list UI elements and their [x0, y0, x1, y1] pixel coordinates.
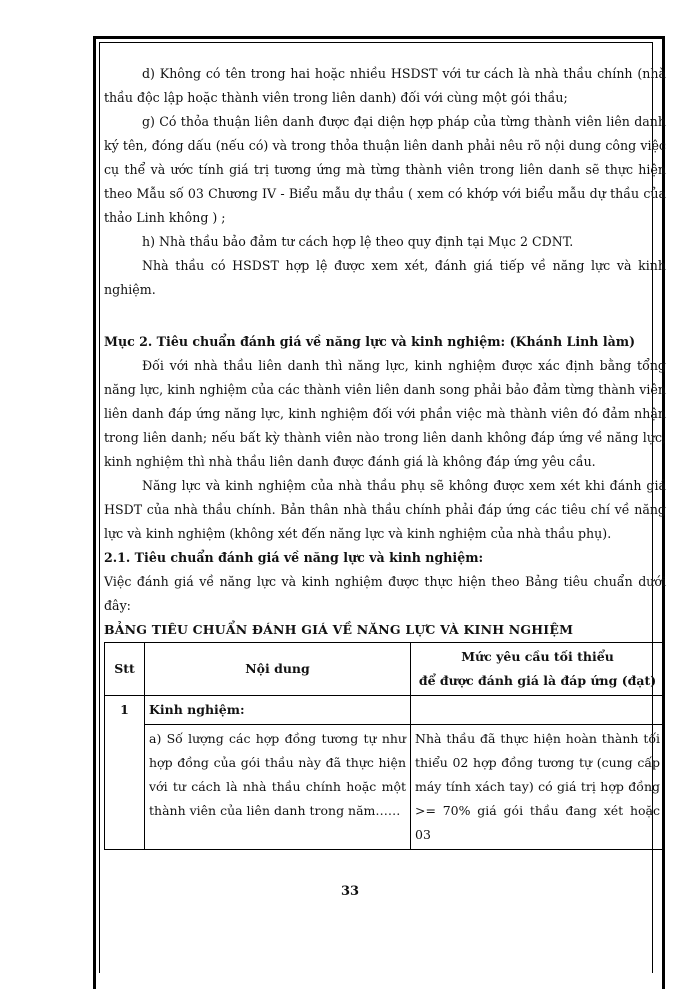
eligibility-conclusion: Nhà thầu có HSDST hợp lệ được xem xét, đánh giá tiếp về năng lực và kinh nghiệm.: [104, 258, 666, 297]
item-g: g) Có thỏa thuận liên danh được đại diện hợp pháp của từng thành viên liên danh ký tên, đóng dấu (nếu có) và trong thỏa thuận liên danh phải nêu rõ nội dung công việc cụ thể và ước tính giá trị tương ứng mà từng thành viên trong liên danh sẽ thực hiện theo Mẫu số 03 Chương IV - Biểu mẫu dự thầu ( xem có khớp với biểu mẫu dự thầu của thảo Linh không ) ;: [104, 114, 666, 225]
item-d: d) Không có tên trong hai hoặc nhiều HSDST với tư cách là nhà thầu chính (nhà thầu độc lập hoặc thành viên trong liên danh) đối với cùng một gói thầu;: [104, 66, 666, 105]
document-body: [104, 62, 666, 850]
header-stt: Stt: [105, 643, 145, 696]
header-requirement-line1: Mức yêu cầu tối thiểu: [461, 649, 614, 664]
header-content: Nội dung: [145, 643, 411, 696]
row-experience-empty: [411, 696, 665, 725]
row-a-requirement: Nhà thầu đã thực hiện hoàn thành tối thiểu 02 hợp đồng tương tự (cung cấp máy tính xách tay) có giá trị hợp đồng >= 70% giá gói thầu đang xét hoặc 03: [411, 725, 665, 850]
table-title: BẢNG TIÊU CHUẨN ĐÁNH GIÁ VỀ NĂNG LỰC VÀ KINH NGHIỆM: [104, 622, 574, 637]
joint-venture-paragraph: Đối với nhà thầu liên danh thì năng lực, kinh nghiệm được xác định bằng tổng năng lực, kinh nghiệm của các thành viên liên danh song phải bảo đảm từng thành viên liên danh đáp ứng năng lực, kinh nghiệm đối với phần việc mà thành viên đó đảm nhận trong liên danh; nếu bất kỳ thành viên nào trong liên danh không đáp ứng về năng lực, kinh nghiệm thì nhà thầu liên danh được đánh giá là không đáp ứng yêu cầu.: [104, 358, 666, 469]
row-experience-label: Kinh nghiệm:: [145, 696, 411, 725]
row-a-content: a) Số lượng các hợp đồng tương tự như hợp đồng của gói thầu này đã thực hiện với tư cách là nhà thầu chính hoặc một thành viên của liên danh trong năm……: [145, 725, 411, 850]
table-row: [105, 725, 665, 850]
table-header-row: [105, 643, 665, 696]
table-row: [105, 696, 665, 725]
item-h: h) Nhà thầu bảo đảm tư cách hợp lệ theo quy định tại Mục 2 CDNT.: [142, 234, 574, 249]
subsection-intro: Việc đánh giá về năng lực và kinh nghiệm được thực hiện theo Bảng tiêu chuẩn dưới đây:: [104, 574, 666, 613]
criteria-table: [104, 642, 665, 850]
header-requirement: [411, 643, 665, 696]
section-heading: Mục 2. Tiêu chuẩn đánh giá về năng lực và kinh nghiệm: (Khánh Linh làm): [104, 334, 636, 349]
row-stt: 1: [105, 696, 145, 850]
subcontractor-paragraph: Năng lực và kinh nghiệm của nhà thầu phụ sẽ không được xem xét khi đánh giá HSDT của nhà thầu chính. Bản thân nhà thầu chính phải đáp ứng các tiêu chí về năng lực và kinh nghiệm (không xét đến năng lực và kinh nghiệm của nhà thầu phụ).: [104, 478, 666, 541]
page-number: 33: [340, 884, 360, 899]
header-requirement-line2: để được đánh giá là đáp ứng (đạt): [418, 673, 657, 688]
subsection-heading: 2.1. Tiêu chuẩn đánh giá về năng lực và kinh nghiệm:: [104, 550, 484, 565]
